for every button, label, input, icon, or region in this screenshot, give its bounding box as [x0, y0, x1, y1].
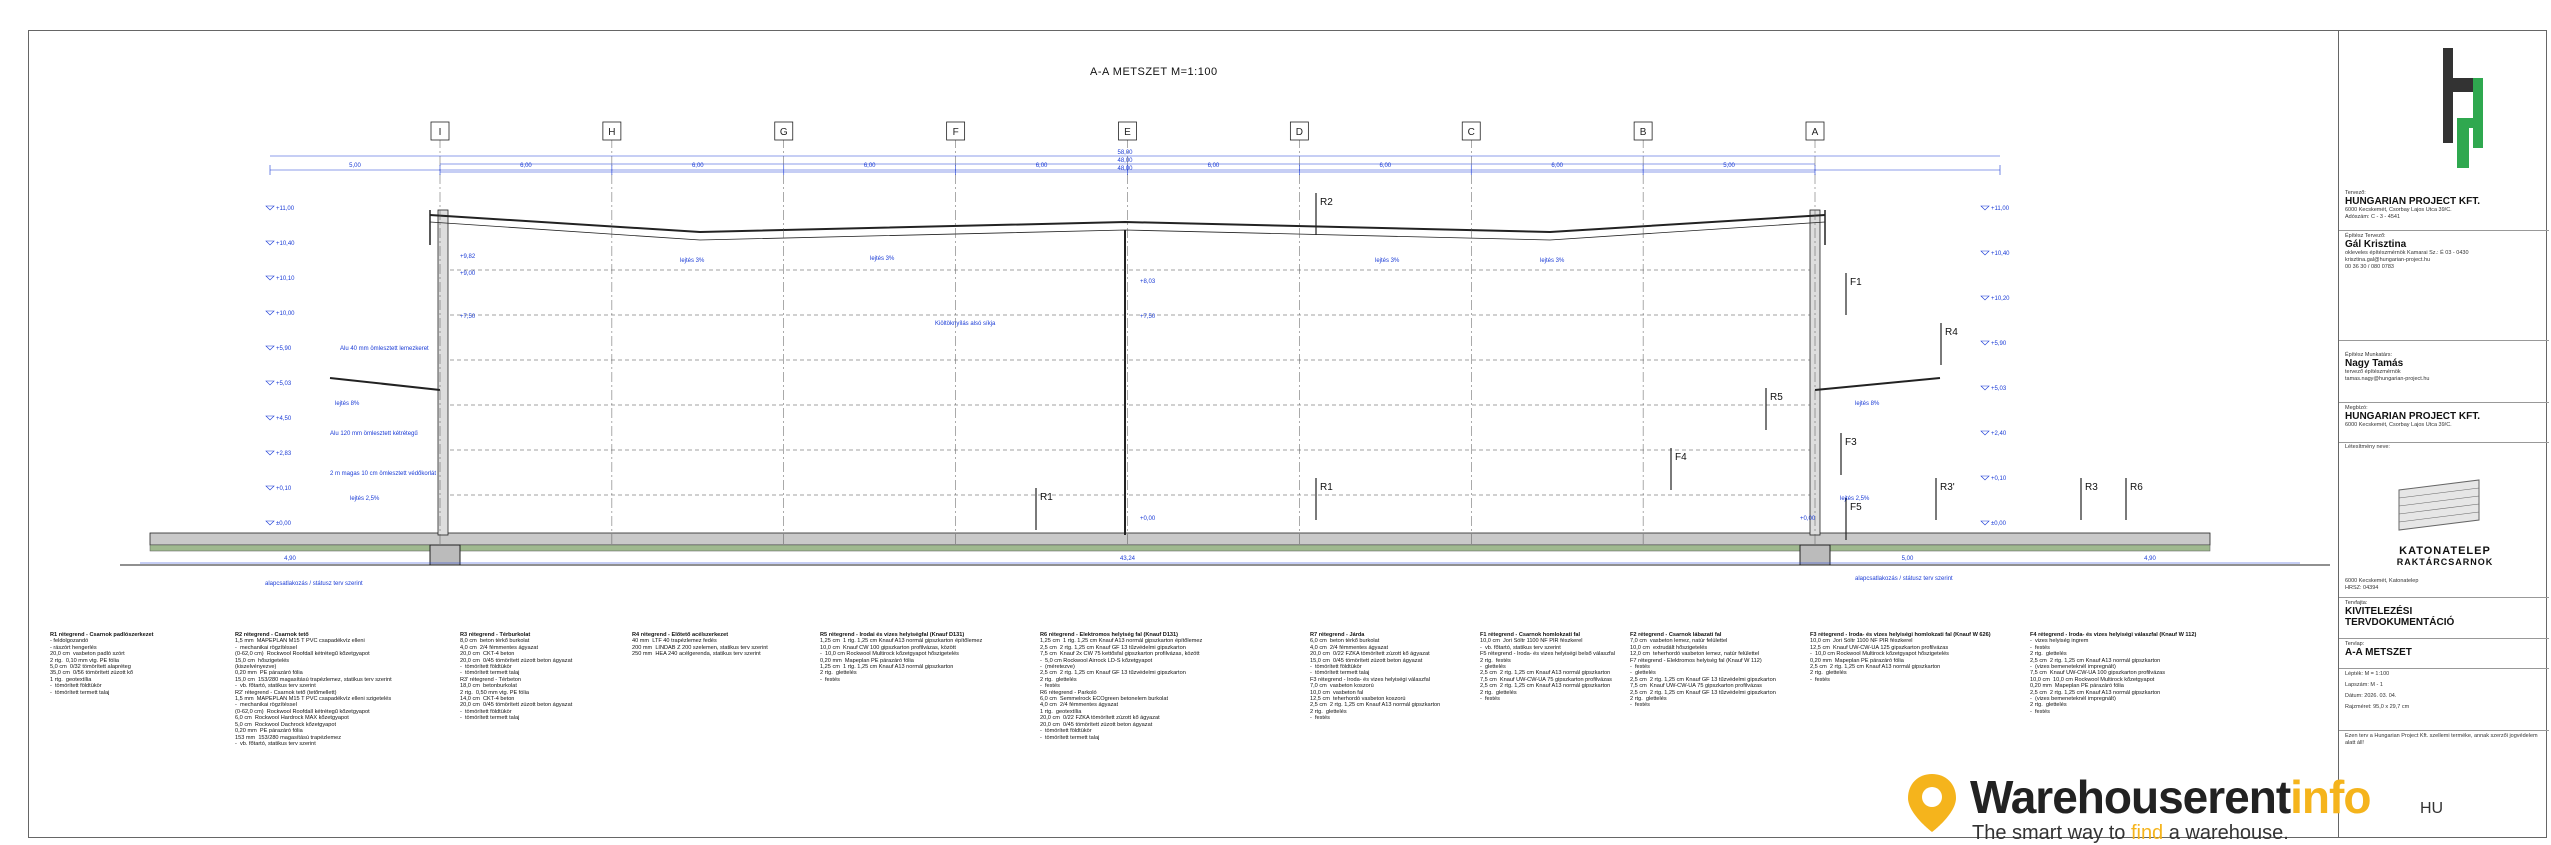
client-address: 6000 Kecskemét, Csorbay Lajos Utca 39/C.: [2345, 422, 2452, 428]
subject-line-1: KIVITELEZÉSI: [2345, 606, 2413, 617]
legend-line: - festés: [1630, 702, 1650, 709]
legend-line: 2,5 cm 2 rtg. 1,25 cm Knauf A13 normál gipszkarton: [1310, 702, 1441, 709]
legend-line: - 10,0 cm Rockwool Multirock kőzetgyapot hőszigetelés: [820, 651, 959, 658]
legend-line: 1 rtg. geotextília: [1040, 708, 1082, 715]
architect-name: Gál Krisztina: [2345, 239, 2407, 250]
legend-line: 7,5 cm Knauf 2x CW 75 kettősfal gipszkarton profilvázas, között: [1040, 651, 1200, 658]
legend-line: 2 rtg. 0,10 mm vtg. PE fólia: [50, 657, 120, 664]
staff-info: tervező építészmérnök: [2345, 369, 2401, 375]
level-mid: +7,50: [460, 314, 476, 320]
legend-line: - tömörített termett talaj: [1040, 734, 1100, 741]
legend-column: [1630, 632, 1776, 709]
foundation-right: [1800, 545, 1830, 565]
legend-line: - mechanikai rögzítéssel: [235, 702, 297, 709]
legend-line: 15,0 cm hőszigetelés: [235, 657, 290, 664]
grid-label: A: [1811, 127, 1819, 138]
legend-line: - tömörített földtükör: [1310, 664, 1362, 671]
subject-section: [2345, 600, 2545, 628]
legend-line: 0,20 mm Mapeplan PE párazáró fólia: [1810, 657, 1904, 664]
legend-column: [1040, 632, 1202, 741]
legend-title: F1 rétegrend - Csarnok homlokzati fal: [1480, 632, 1581, 638]
legend-line: - tömörített termett talaj: [1310, 670, 1370, 677]
legend-line: 7,5 cm Knauf UW-CW-UA 100 gipszkarton profilvázas: [2030, 670, 2166, 677]
legend-line: 20,0 cm 0/45 tömörített zúzott beton ágyazat: [1040, 721, 1153, 728]
legend-line: 1 rtg. geotextília: [50, 676, 92, 683]
watermark-brand: [1970, 770, 2370, 824]
legend-line: 0,20 mm Mapeplan PE párazáró fólia: [2030, 683, 2124, 690]
client-section: [2345, 405, 2545, 429]
legend-title: F2 rétegrend - Csarnok lábazati fal: [1630, 632, 1722, 638]
legend-line: 2,5 cm 2 rtg. 1,25 cm Knauf GF 13 tűzvédelmi gipszkarton: [1630, 689, 1776, 696]
dim-value: 6,00: [863, 163, 876, 169]
legend-line: - festés: [2030, 708, 2050, 715]
legend-line: - festés: [1480, 696, 1500, 703]
legend-line: 2 rtg. glettelés: [1480, 689, 1517, 696]
legend-line: - mechanikai rögzítéssel: [235, 644, 297, 651]
client-company: HUNGARIAN PROJECT KFT.: [2345, 411, 2481, 422]
grid-label: G: [779, 127, 788, 138]
level-triangle: [266, 276, 274, 280]
legend-line: 2,5 cm 2 rtg. 1,25 cm Knauf A13 normál gipszkarton: [2030, 689, 2161, 696]
level-triangle: [1981, 521, 1989, 525]
level-right: ±0,00: [1991, 521, 2006, 527]
logo-line-1: KATONATELEP: [2399, 545, 2491, 557]
level-left: +4,50: [276, 416, 292, 422]
level-left: +2,83: [276, 451, 292, 457]
architect-info: okleveles építészmérnök Kamarai Sz.: É 03 - 0430: [2345, 250, 2469, 256]
legend-line: (0-62,0 cm) Rockwool Roofdall kétrétegű kőzetgyapot: [235, 708, 370, 715]
legend-line: 10,0 cm 10,0 cm Rockwool Multirock kőzetgyapot: [2030, 676, 2155, 683]
dim-overall-value: 58,00: [1117, 150, 1133, 156]
level-right: +5,03: [1991, 386, 2007, 392]
title-block: [2338, 30, 2549, 838]
legend-title: F3 rétegrend - Iroda- és vizes helyiségi homlokzati fal (Knauf W 626): [1810, 632, 1991, 638]
legend-line: 2 rtg. glettelés: [1630, 696, 1667, 703]
staff-name: Nagy Tamás: [2345, 358, 2404, 369]
legend-line: 4,0 cm 2/4 fémmentes ágyazat: [1310, 644, 1389, 651]
level-mid: +9,00: [460, 271, 476, 277]
dim-value: 6,00: [520, 163, 532, 169]
level-right: +2,40: [1991, 431, 2007, 437]
level-right: +5,90: [1991, 341, 2007, 347]
legend-line: R2' rétegrend - Csarnok tető (tetőmellett): [235, 689, 337, 696]
dim-bottom-value: 4,90: [2144, 556, 2156, 562]
legend-line: 12,5 cm teherhordó vasbeton koszorú: [1310, 696, 1406, 703]
level-left: +0,10: [276, 486, 292, 492]
level-right: +11,00: [1991, 206, 2010, 212]
grid-label: F: [952, 127, 959, 138]
legend-title: R1 rétegrend - Csarnok padlószerkezet: [50, 632, 154, 638]
annotation-text: alapcsatlakozás / státusz terv szerint: [265, 581, 363, 587]
watermark-suffix: HU: [2420, 800, 2444, 817]
legend-line: 6,0 cm Rockwool Hardrock MAX kőzetgyapot: [235, 715, 349, 722]
level-triangle: [266, 416, 274, 420]
legend-title: R6 rétegrend - Elektromos helyiség fal (Knauf D131): [1040, 632, 1179, 638]
section-tag: F1: [1850, 277, 1862, 288]
company-logo: [2435, 38, 2495, 188]
legend-line: 1,5 mm MAPEPLAN M15 T PVC csapadékvíz elleni szigetelés: [235, 696, 392, 703]
legend-line: 250 mm HEA 240 acélgerenda, statikus terv szerint: [632, 651, 761, 658]
legend-column: [632, 632, 768, 658]
level-left: +5,90: [276, 346, 292, 352]
legend-line: 2 rtg. glettelés: [1040, 676, 1077, 683]
level-left: +11,00: [276, 206, 295, 212]
legend-column: [460, 632, 572, 722]
grid-label: H: [608, 127, 616, 138]
dim-bottom-value: 4,90: [284, 556, 296, 562]
section-tag: R1: [1040, 492, 1053, 503]
legend-line: 15,0 cm 0/45 tömörített zúzott beton ágyazat: [1310, 657, 1423, 664]
legend-line: 35,0 cm 0/56 tömörített zúzott kő: [50, 670, 134, 677]
legend-line: - tömörített termett talaj: [460, 715, 520, 722]
annotation-text: 2 m magas 10 cm ömlesztett védőkorlát: [330, 471, 437, 477]
legend-line: 10,0 cm Jori Sóltr 1100 NF PIR fészkerel: [1480, 638, 1583, 645]
legend-line: 12,0 cm teherhordó vasbeton lemez, natúr felülettel: [1630, 651, 1760, 658]
dim-bottom-value: 5,00: [1901, 556, 1914, 562]
canopy-right: [1815, 378, 1940, 390]
sheet-size: Rajzméret: 95,0 x 29,7 cm: [2345, 704, 2410, 710]
level-triangle: [266, 521, 274, 525]
level-triangle: [1981, 431, 1989, 435]
legend-line: - 10,0 cm Rockwool Multirock kőzetgyapot hőszigetelés: [1810, 651, 1949, 658]
level-left: +10,00: [276, 311, 295, 317]
legend-line: - (méretezve): [1040, 664, 1075, 671]
section-tag: R1: [1320, 482, 1333, 493]
legend-column: [2030, 632, 2196, 715]
sheet-title: A-A METSZET: [2345, 647, 2412, 658]
legend-line: - tömörített földtükör: [1040, 728, 1092, 735]
architect-section: [2345, 233, 2545, 271]
legend-line: F5 rétegrend - Iroda- és vizes helyiségi belső válaszfal: [1480, 651, 1615, 658]
legend-line: 2,5 cm 2 rtg. 1,25 cm Knauf GF 13 tűzvédelmi gipszkarton: [1630, 676, 1776, 683]
brand-part-a: Warehouserent: [1970, 771, 2291, 823]
legend-line: 0,20 mm PE párazáró fólia: [235, 728, 303, 735]
sheet-date: Dátum: 2026. 03. 04.: [2345, 693, 2397, 699]
legend-line: 10,0 cm extrudált hőszigetelés: [1630, 644, 1708, 651]
section-tag: F5: [1850, 502, 1862, 513]
legend-title: R2 rétegrend - Csarnok tető: [235, 632, 309, 638]
legend-line: - tömörített termett talaj: [50, 689, 110, 696]
legend-line: - festés: [820, 676, 840, 683]
level-marks: [266, 206, 2010, 527]
level-triangle: [1981, 296, 1989, 300]
legend-line: 2 rtg. 0,50 mm vtg. PE fólia: [460, 689, 530, 696]
level-mid: +0,00: [1800, 516, 1816, 522]
section-tag: F4: [1675, 452, 1687, 463]
warehouse-logo-graphic: [2379, 460, 2499, 540]
designer-section: [2345, 190, 2545, 221]
annotation-text: alapcsatlakozás / státusz terv szerint: [1855, 576, 1953, 582]
designer-id: Adószám: C - 3 - 4541: [2345, 214, 2401, 220]
level-mid: +8,03: [1140, 279, 1156, 285]
legend-line: 20,0 cm vasbeton padló szórt: [50, 651, 125, 658]
legend-line: 40 mm LTF 40 trapézlemez fedés: [632, 638, 717, 645]
legend-line: 5,0 cm Rockwool Dachrock kőzetgyapot: [235, 721, 337, 728]
section-tag: R5: [1770, 392, 1783, 403]
level-left: ±0,00: [276, 521, 291, 527]
legend-column: [50, 632, 154, 696]
grid-label: C: [1467, 127, 1475, 138]
legend-line: - vb. főtartó, statikus terv szerint: [1480, 644, 1561, 651]
level-triangle: [1981, 476, 1989, 480]
legend-line: 1,5 mm MAPEPLAN M15 T PVC csapadékvíz elleni: [235, 638, 365, 645]
legend-line: 6,0 cm Semmelrock ECOgreen betonelem burkolat: [1040, 696, 1169, 703]
sheet-number: Lapszám: M - 1: [2345, 682, 2383, 688]
legend-line: 7,5 cm Knauf UW-CW-UA 75 gipszkarton profilvázas: [1480, 676, 1612, 683]
designer-label: Tervező:: [2345, 190, 2366, 196]
site-address: 6000 Kecskemét, Katonatelep: [2345, 578, 2419, 584]
grid-axes: [431, 122, 1824, 545]
level-right: +10,20: [1991, 296, 2010, 302]
level-triangle: [1981, 386, 1989, 390]
legend-column: [1810, 632, 1991, 683]
level-left: +10,10: [276, 276, 295, 282]
legend-line: 5,0 cm 0/32 tömörített alapréteg: [50, 664, 131, 671]
legend-line: 20,0 cm 0/45 tömörített zúzott beton ágyazat: [460, 702, 573, 709]
level-triangle: [266, 451, 274, 455]
facility-logo-text: [2345, 545, 2545, 567]
legend-line: - feldolgozandó: [50, 638, 89, 645]
level-triangle: [266, 311, 274, 315]
legend-line: - vb. főtartó, statikus terv szerint: [235, 683, 316, 690]
legend-line: F3 rétegrend - Iroda- és vizes helyiségi válaszfal: [1310, 676, 1431, 683]
copyright-text: Ezen terv a Hungarian Project Kft. szellemi terméke, annak szerzői jogvédelem alatt áll!: [2345, 733, 2538, 746]
slope-label: lejtés 8%: [335, 401, 360, 407]
level-triangle: [1981, 206, 1989, 210]
section-tag: R2: [1320, 197, 1333, 208]
section-tags: [1036, 193, 2143, 540]
legend-line: R6 rétegrend - Parkoló: [1040, 689, 1097, 696]
facility-section: [2345, 444, 2545, 450]
copyright-section: [2345, 733, 2545, 747]
tag-part-a: The smart way to: [1972, 822, 2131, 844]
legend-line: F7 rétegrend - Elektromos helyiség fal (Knauf W 112): [1630, 657, 1762, 664]
legend-line: 10,0 cm Knauf CW 100 gipszkarton profilvázas, között: [820, 644, 956, 651]
sheet-meta: [2345, 671, 2545, 711]
legend-line: - tömörített termett talaj: [460, 670, 520, 677]
legend-line: 2 rtg. glettelés: [2030, 702, 2067, 709]
legend-line: 18,0 cm betonburkolat: [460, 683, 517, 690]
dim-value: 5,00: [1723, 163, 1735, 169]
annotation-text: Alu 120 mm ömlesztett kétrétegű: [330, 431, 418, 437]
sheet-scale: Lépték: M = 1:100: [2345, 671, 2390, 677]
legend-line: 2,5 cm 2 rtg. 1,25 cm Knauf A13 normál gipszkarton: [1480, 670, 1611, 677]
legend-line: 20,0 cm 0/22 FZKA tömörített zúzott kő ágyazat: [1310, 651, 1430, 658]
legend-line: 2,5 cm 2 rtg. 1,25 cm Knauf GF 13 tűzvédelmi gipszkarton: [1040, 670, 1186, 677]
legend-title: R5 rétegrend - Irodai és vizes helyiségfal (Knauf D131): [820, 632, 965, 638]
legend-line: 0,20 mm PE párazáró fólia: [235, 670, 303, 677]
subject-label: Tervfajta:: [2345, 600, 2368, 606]
legend-line: 1,25 cm 1 rtg. 1,25 cm Knauf A13 normál gipszkarton építőlemez: [1040, 638, 1203, 645]
legend-line: - festés: [1310, 715, 1330, 722]
level-left: +5,03: [276, 381, 292, 387]
legend-line: 1,25 cm 1 rtg. 1,25 cm Knauf A13 normál gipszkarton építőlemez: [820, 638, 983, 645]
client-label: Megbízó:: [2345, 405, 2368, 411]
legend-line: - rászórt hengerlés: [50, 644, 97, 651]
slope-label: lejtés 3%: [1540, 258, 1565, 264]
dim-value: 6,00: [1207, 163, 1220, 169]
facility-label: Létesítmény neve:: [2345, 444, 2390, 450]
legend-title: R4 rétegrend - Előtető acélszerkezet: [632, 632, 729, 638]
legend-line: 2,5 cm 2 rtg. 1,25 cm Knauf A13 normál gipszkarton: [2030, 657, 2161, 664]
level-triangle: [1981, 341, 1989, 345]
dim-overall-value: 48,00: [1117, 158, 1133, 164]
legend-line: - tömörített földtükör: [50, 683, 102, 690]
level-triangle: [266, 206, 274, 210]
legend-line: 10,0 cm Jori Sóltr 1100 NF PIR fészkerel: [1810, 638, 1913, 645]
sheet-label: Tervlap:: [2345, 641, 2365, 647]
architect-label: Építész Tervező:: [2345, 233, 2386, 239]
dim-bottom-value: 43,24: [1119, 556, 1136, 562]
legend-line: 2 rtg. glettelés: [820, 670, 857, 677]
drawing-title: A-A METSZET M=1:100: [1090, 66, 1218, 78]
legend-line: 7,5 cm Knauf UW-CW-UA 75 gipszkarton profilvázas: [1630, 683, 1762, 690]
dim-value: 6,00: [1379, 163, 1392, 169]
legend-line: 8,0 cm beton térkő burkolat: [460, 638, 530, 645]
grid-label: I: [438, 127, 442, 138]
legend-line: 200 mm LINDAB Z 200 szelemen, statikus terv szerint: [632, 644, 768, 651]
floor-slab: [150, 533, 2210, 545]
legend-line: 2 rtg. glettelés: [1310, 708, 1347, 715]
legend-line: - festés: [1040, 683, 1060, 690]
level-triangle: [266, 381, 274, 385]
legend-line: 20,0 cm CKT-4 beton: [460, 651, 515, 658]
level-triangle: [266, 241, 274, 245]
grid-label: B: [1639, 127, 1647, 138]
legend-line: 2 rtg. festés: [1480, 657, 1511, 664]
legend-line: - (vizes bemeneteknél impregnált): [2030, 664, 2116, 671]
legend-line: (0-62,0 cm) Rockwool Roofdall kétrétegű kőzetgyapot: [235, 651, 370, 658]
legend-column: [820, 632, 982, 683]
legend-line: - tömörített földtükör: [460, 664, 512, 671]
staff-section: [2345, 352, 2545, 383]
grid-label: D: [1295, 127, 1303, 138]
slope-label: lejtés 3%: [680, 258, 705, 264]
dim-value: 6,00: [691, 163, 704, 169]
legend-line: 2 rtg. glettelés: [1810, 670, 1847, 677]
legend-line: 4,0 cm 2/4 fémmentes ágyazat: [1040, 702, 1119, 709]
brand-part-b: info: [2290, 771, 2371, 823]
level-triangle: [266, 486, 274, 490]
legend-title: R7 rétegrend - Járda: [1310, 632, 1365, 638]
canopy-left: [330, 378, 440, 390]
architect-tel: 00 36 30 / 080 0783: [2345, 264, 2394, 270]
section-tag: R3: [2085, 482, 2098, 493]
tag-part-c: a warehouse.: [2163, 822, 2289, 844]
level-mid: +7,50: [1140, 314, 1156, 320]
level-triangle: [1981, 251, 1989, 255]
dim-value: 5,00: [349, 163, 361, 169]
section-tag: F3: [1845, 437, 1857, 448]
dim-overall-value: 48,00: [1117, 166, 1133, 172]
slope-label: lejtés 2,5%: [1840, 496, 1870, 502]
dim-value: 6,00: [1035, 163, 1048, 169]
annotation-text: Kiöltöknyílás alsó síkja: [935, 321, 996, 327]
legend-line: 1,25 cm 1 rtg. 1,25 cm Knauf A13 normál gipszkarton: [820, 664, 954, 671]
legend-line: 2 rtg. glettelés: [2030, 651, 2067, 658]
section-tag: R3': [1940, 482, 1955, 493]
sheet-section: [2345, 641, 2545, 658]
legend-line: - (vizes bemeneteknél impregnált): [2030, 696, 2116, 703]
legend-line: 0,20 mm Mapeplan PE párazáró fólia: [820, 657, 914, 664]
slope-label: lejtés 2,5%: [350, 496, 380, 502]
legend-title: F4 rétegrend - Iroda- és vizes helyiségi válaszfal (Knauf W 112): [2030, 632, 2197, 638]
slope-label: lejtés 3%: [870, 256, 895, 262]
legend-line: 20,0 cm 0/45 tömörített zúzott beton ágyazat: [460, 657, 573, 664]
subject-line-2: TERVDOKUMENTÁCIÓ: [2345, 617, 2455, 628]
legend-column: [235, 632, 392, 747]
annotation-text: Alu 40 mm ömlesztett lemezkeret: [340, 346, 429, 352]
designer-company: HUNGARIAN PROJECT KFT.: [2345, 196, 2481, 207]
level-mid: +0,00: [1140, 516, 1156, 522]
legend-line: 7,0 cm vasbeton lemez, natúr felülettel: [1630, 638, 1728, 645]
legend-line: - vb. főtartó, statikus terv szerint: [235, 740, 316, 747]
level-right: +0,10: [1991, 476, 2007, 482]
legend-line: 12,5 cm Knauf UW-CW-UA 125 gipszkarton profilvázas: [1810, 644, 1949, 651]
pin-icon: [1900, 770, 1964, 834]
site-hrsz: HRSZ: 04394: [2345, 585, 2379, 591]
legend-column: [1310, 632, 1440, 722]
dimension-lines: [140, 150, 2300, 563]
logo-line-2: RAKTÁRCSARNOK: [2396, 557, 2494, 567]
legend-line: - festés: [1630, 664, 1650, 671]
level-mid: +9,82: [460, 254, 476, 260]
legend-line: 15,0 cm 153/280 magasítású trapézlemez, statikus terv szerint: [235, 676, 392, 683]
level-left: +10,40: [276, 241, 295, 247]
legend-line: - 5,0 cm Rockwool Airrock LD-S kőzetgyapot: [1040, 657, 1153, 664]
legend-line: 14,0 cm CKT-4 beton: [460, 696, 515, 703]
level-right: +10,40: [1991, 251, 2010, 257]
architect-mail: krisztina.gal@hungarian-project.hu: [2345, 257, 2431, 263]
legend-line: (kiszelvényezve): [235, 664, 277, 671]
designer-address: 6000 Kecskemét, Csorbay Lajos Utca 39/C.: [2345, 207, 2452, 213]
legend-line: 20,0 cm 0/22 FZKA tömörített zúzott kő ágyazat: [1040, 715, 1160, 722]
foundation-left: [430, 545, 460, 565]
legend-line: 2,5 cm 2 rtg. 1,25 cm Knauf A13 normál gipszkarton: [1810, 664, 1941, 671]
staff-label: Építész Munkatárs:: [2345, 352, 2393, 358]
legend-line: R3' rétegrend - Térbeton: [460, 676, 521, 683]
legend-line: - festés: [1810, 676, 1830, 683]
slope-label: lejtés 8%: [1855, 401, 1880, 407]
legend-line: - vizes helyiség ingrem: [2030, 638, 2089, 645]
staff-mail: tamas.nagy@hungarian-project.hu: [2345, 376, 2430, 382]
legend-line: - tömörített földtükör: [460, 708, 512, 715]
section-tag: R4: [1945, 327, 1958, 338]
legend-column: [1480, 632, 1615, 702]
legend-line: 153 mm 153/280 magasítású trapézlemez: [235, 734, 342, 741]
legend-line: 2,5 cm 2 rtg. 1,25 cm Knauf A13 normál gipszkarton: [1480, 683, 1611, 690]
internal-lines: [450, 270, 1810, 495]
slope-label: lejtés 3%: [1375, 258, 1400, 264]
legend-line: 2,5 cm 2 rtg. 1,25 cm Knauf GF 13 tűzvédelmi gipszkarton: [1040, 644, 1186, 651]
legend-line: 4,0 cm 2/4 fémmentes ágyazat: [460, 644, 539, 651]
legend-line: - festés: [2030, 644, 2050, 651]
column-left: [438, 210, 448, 535]
site-section: [2345, 578, 2545, 592]
tag-part-b: find: [2130, 822, 2164, 844]
legend-line: 6,0 cm beton térkő burkolat: [1310, 638, 1380, 645]
grid-label: E: [1124, 127, 1131, 138]
legend-line: - glettelés: [1480, 664, 1506, 671]
dim-value: 6,00: [1551, 163, 1564, 169]
level-triangle: [266, 346, 274, 350]
legend-line: 10,0 cm vasbeton fal: [1310, 689, 1364, 696]
legend-line: - glettelés: [1630, 670, 1656, 677]
legend-line: 7,0 cm vasbeton koszorú: [1310, 683, 1374, 690]
section-tag: R6: [2130, 482, 2143, 493]
legend-title: R3 rétegrend - Térburkolat: [460, 632, 531, 638]
